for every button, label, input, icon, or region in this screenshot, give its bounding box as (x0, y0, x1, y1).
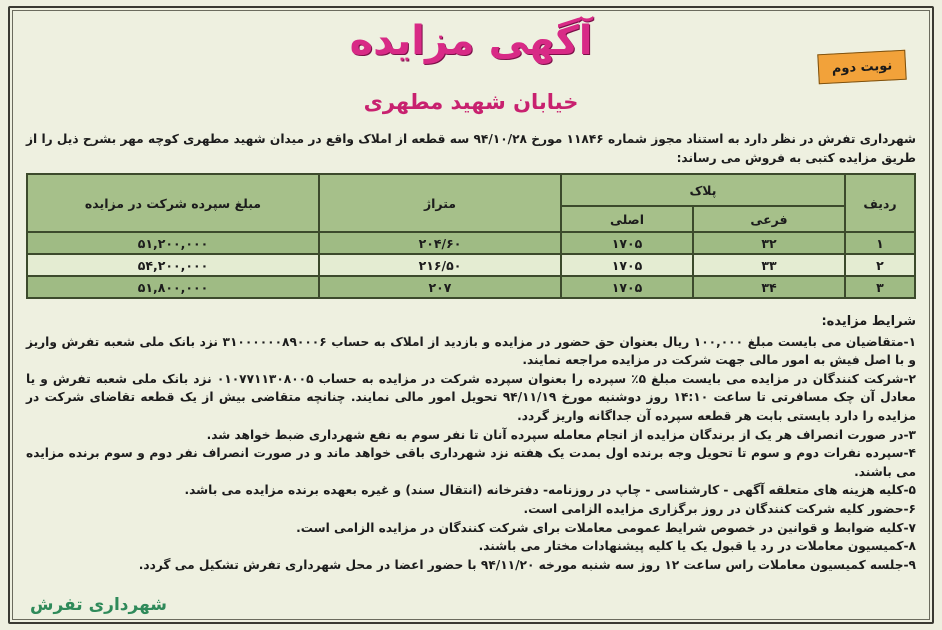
condition-item: ۵-کلیه هزینه های متعلقه آگهی - کارشناسی - چاپ در روزنامه- دفترخانه (انتقال سند) و غیره بعهده برنده مزایده می باشد. (184, 483, 916, 498)
cell-row: ۲ (845, 254, 915, 276)
cell-deposit: ۵۱,۲۰۰,۰۰۰ (27, 232, 319, 254)
cell-sub: ۳۴ (693, 276, 845, 298)
cell-area: ۲۱۶/۵۰ (319, 254, 561, 276)
col-row-header: ردیف (845, 174, 915, 232)
publication-badge: نوبت دوم (817, 50, 906, 85)
cell-row: ۳ (845, 276, 915, 298)
cell-area: ۲۰۷ (319, 276, 561, 298)
table-row (27, 276, 915, 298)
cell-main: ۱۷۰۵ (561, 232, 693, 254)
condition-item: ۹-جلسه کمیسیون معاملات راس ساعت ۱۲ روز سه شنبه مورخه ۹۴/۱۱/۲۰ با حضور اعضا در محل شهرداری تفرش تشکیل می گردد. (138, 557, 916, 572)
col-deposit-header: مبلغ سپرده شرکت در مزایده (27, 174, 319, 232)
condition-item: ۷-کلیه ضوابط و قوانین در خصوص شرایط عمومی معاملات برای شرکت کنندگان در مزایده الزامی است. (296, 520, 916, 535)
notice-title: آگهی مزایده (349, 18, 593, 64)
col-plaque-header: پلاک (561, 174, 845, 206)
cell-sub: ۳۲ (693, 232, 845, 254)
col-sub-header: فرعی (693, 206, 845, 232)
col-main-header: اصلی (561, 206, 693, 232)
notice-subtitle: خیابان شهید مطهری (363, 90, 579, 114)
cell-deposit: ۵۴,۲۰۰,۰۰۰ (27, 254, 319, 276)
cell-main: ۱۷۰۵ (561, 276, 693, 298)
property-table (26, 173, 916, 299)
condition-item: ۶-حضور کلیه شرکت کنندگان در روز برگزاری مزایده الزامی است. (523, 501, 916, 516)
condition-item: ۸-کمیسیون معاملات در رد یا قبول یک یا کلیه پیشنهادات مختار می باشند. (478, 539, 916, 554)
cell-deposit: ۵۱,۸۰۰,۰۰۰ (27, 276, 319, 298)
col-area-header: متراژ (319, 174, 561, 232)
cell-row: ۱ (845, 232, 915, 254)
condition-item: ۴-سپرده نفرات دوم و سوم تا تحویل وجه برنده اول بمدت یک هفته نزد شهرداری باقی خواهد ماند و در صورت انصراف نفر دوم و سوم برنده مزایده می باشند. (26, 446, 916, 479)
intro-paragraph: شهرداری تفرش در نظر دارد به استناد مجوز شماره ۱۱۸۴۶ مورخ ۹۴/۱۰/۲۸ سه قطعه از املاک واقع در میدان شهید مطهری کوچه مهر بشرح ذیل را از طریق مزایده کتبی به فروش می رساند: (26, 132, 916, 165)
condition-item: ۳-در صورت انصراف هر یک از برندگان مزایده از انجام معامله سپرده آنان تا نفر سوم به نفع شهرداری ضبط خواهد شد. (206, 427, 916, 442)
table-row (27, 232, 915, 254)
condition-item: ۱-متقاضیان می بایست مبلغ ۱۰۰,۰۰۰ ریال بعنوان حق حضور در مزایده و بازدید از املاک به حساب ۳۱۰۰۰۰۰۰۸۹۰۰۰۶ نزد بانک ملی شعبه تفرش واریز و با اصل فیش به امور مالی جهت شرکت در مزایده مراجعه نمایند. (26, 334, 917, 368)
conditions-section (26, 313, 916, 574)
issuer-signature: شهرداری تفرش (30, 595, 168, 615)
cell-sub: ۳۳ (693, 254, 845, 276)
table-row (27, 254, 915, 276)
cell-main: ۱۷۰۵ (561, 254, 693, 276)
condition-item: ۲-شرکت کنندگان در مزایده می بایست مبلغ ۵٪ سپرده را بعنوان سپرده شرکت در مزایده به حساب ۰۱۰۷۷۱۱۳۰۸۰۰۵ نزد بانک ملی شعبه تفرش و یا معادل آن چک مسافرتی تا ساعت ۱۴:۱۰ روز دوشنبه مورخ ۹۴/۱۱/۱۹ تحویل امور مالی نمایند. چنانچه متقاضی بیش از یک قطعه تقاضای شرکت در مزایده را دارد بایستی بابت هر قطعه سپرده آن جداگانه واریز گردد. (26, 371, 916, 423)
conditions-heading: شرایط مزایده: (821, 314, 916, 329)
cell-area: ۲۰۴/۶۰ (319, 232, 561, 254)
